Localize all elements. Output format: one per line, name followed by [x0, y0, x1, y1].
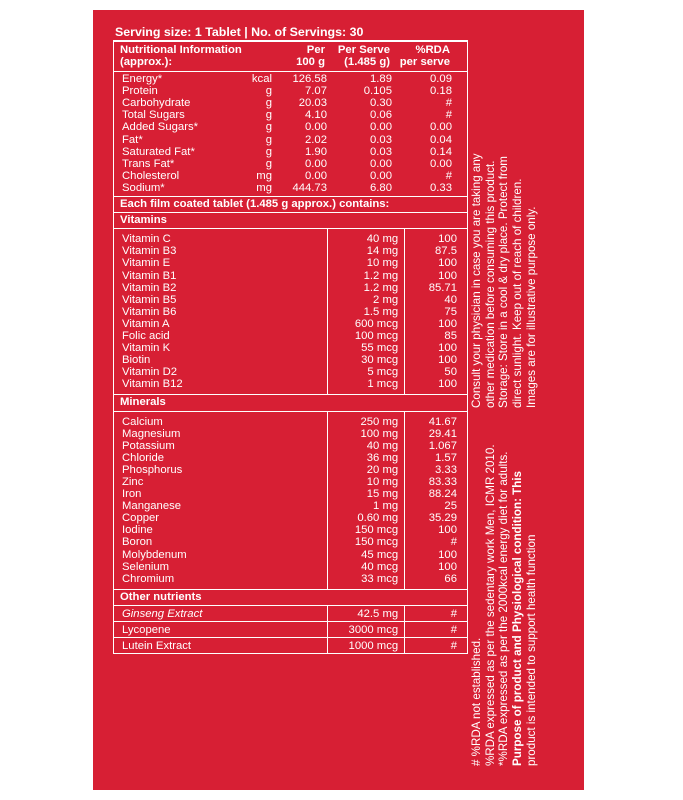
minerals-rda	[405, 412, 467, 589]
mineral-name: Magnesium	[122, 427, 181, 440]
mineral-name: Phosphorus	[122, 463, 183, 476]
vitamin-amount: 1.2 mg	[363, 269, 399, 282]
vitamins-names	[114, 229, 327, 394]
mineral-amount: 0.60 mg	[357, 512, 399, 525]
mineral-rda: #	[450, 536, 457, 549]
vitamin-amount: 55 mcg	[361, 342, 399, 355]
tablet-line: Each film coated tablet (1.485 g approx.) contains:	[114, 196, 467, 213]
mineral-rda: 1.57	[435, 451, 457, 464]
nutrition-table	[113, 41, 468, 654]
other-row: Lutein Extract 1000 mcg #	[122, 640, 457, 653]
header-rda-1: %RDA	[415, 44, 450, 57]
vitamin-rda: 100	[438, 257, 457, 270]
vitamins-title: Vitamins	[114, 213, 467, 229]
mineral-rda: 100	[438, 524, 457, 537]
mineral-name: Molybdenum	[122, 548, 187, 561]
header-serve-1: Per Serve	[337, 44, 390, 57]
mineral-name: Manganese	[122, 500, 182, 513]
other-row: Lycopene 3000 mcg #	[114, 622, 467, 638]
vitamin-amount: 5 mcg	[367, 366, 399, 379]
vitamin-name: Biotin	[122, 354, 151, 367]
vitamin-name: Vitamin B3	[122, 245, 177, 258]
mineral-name: Zinc	[122, 476, 144, 488]
footnote-line: product is intended to support health function	[524, 534, 538, 766]
header-per-2: 100 g	[296, 56, 325, 69]
advice-line: Consult your physician in case you are taking any	[470, 153, 483, 408]
mineral-amount: 40 mcg	[361, 560, 399, 573]
header-rda-2: per serve	[399, 56, 450, 69]
mineral-rda: 41.67	[428, 415, 457, 428]
vitamin-amount: 10 mg	[366, 257, 399, 270]
vitamins-amounts	[327, 229, 405, 394]
vitamin-name: Vitamin E	[122, 257, 171, 270]
mineral-name: Iron	[122, 488, 142, 501]
mineral-amount: 100 mg	[360, 427, 399, 440]
nutrition-row: Protein g 7.07 0.105 0.18	[122, 85, 452, 98]
footnote-line: %RDA expressed as per the sedentary work Men, ICMR 2010.	[483, 444, 497, 766]
mineral-name: Calcium	[122, 415, 163, 428]
mineral-amount: 40 mg	[366, 439, 399, 452]
vitamin-name: Vitamin D2	[122, 366, 178, 379]
vitamin-amount: 30 mcg	[361, 354, 399, 367]
nutrition-row: Energy* kcal 126.58 1.89 0.09	[122, 73, 452, 86]
footnote-line: *%RDA expressed as per the 2000kcal energy diet for adults.	[497, 451, 511, 766]
header-name-1: Nutritional Information	[120, 44, 242, 57]
vitamin-amount: 100 mcg	[354, 329, 399, 342]
vitamin-rda: 100	[438, 317, 457, 330]
mineral-rda: 25	[444, 500, 457, 513]
vitamin-name: Vitamin K	[122, 342, 171, 355]
advice-line: direct sunlight. Keep out of reach of children.	[511, 178, 525, 408]
advice-line: Storage: Store in a cool & dry place. Protect from	[497, 156, 511, 408]
nutrition-row: Carbohydrate g 20.03 0.30 #	[122, 97, 452, 110]
vitamin-amount: 1.5 mg	[363, 305, 399, 318]
vitamin-rda: 100	[438, 342, 457, 355]
minerals-list	[114, 412, 467, 589]
mineral-amount: 250 mg	[360, 415, 399, 428]
vitamin-rda: 40	[444, 293, 457, 306]
vitamin-name: Vitamin B2	[122, 281, 177, 294]
footnote-line: Purpose of product and Physiological condition: This	[511, 470, 525, 766]
mineral-amount: 15 mg	[366, 488, 399, 501]
nutrition-row: Added Sugars* g 0.00 0.00 0.00	[122, 121, 452, 134]
mineral-rda: 35.29	[428, 512, 457, 525]
mineral-name: Chloride	[122, 451, 165, 464]
mineral-amount: 150 mcg	[354, 524, 399, 537]
mineral-name: Iodine	[122, 524, 153, 537]
nutrition-row: Total Sugars g 4.10 0.06 #	[122, 109, 452, 122]
vitamin-name: Vitamin B6	[122, 305, 177, 318]
mineral-rda: 88.24	[428, 488, 457, 501]
vitamin-name: Folic acid	[122, 329, 170, 342]
mineral-amount: 33 mcg	[361, 572, 399, 585]
header-serve-2: (1.485 g)	[344, 56, 390, 69]
nutrition-header	[114, 42, 467, 72]
minerals-title: Minerals	[114, 394, 467, 411]
vitamin-amount: 1 mcg	[367, 378, 399, 391]
minerals-amounts	[327, 412, 405, 589]
vitamins-rda	[405, 229, 467, 394]
vitamin-rda: 50	[444, 366, 457, 379]
vitamin-name: Vitamin C	[122, 233, 171, 246]
mineral-rda: 100	[438, 548, 457, 561]
nutrition-row: Saturated Fat* g 1.90 0.03 0.14	[122, 145, 452, 158]
vitamin-rda: 75	[444, 305, 457, 318]
minerals-names	[114, 412, 327, 589]
vitamin-amount: 600 mcg	[354, 317, 399, 330]
nutrition-row: Sodium* mg 444.73 6.80 0.33	[122, 181, 452, 194]
other-row: Ginseng Extract 42.5 mg #	[114, 606, 467, 622]
other-list	[114, 606, 467, 653]
nutrition-rows	[114, 72, 467, 196]
serving-line: Serving size: 1 Tablet | No. of Servings: 30	[113, 26, 468, 41]
vitamin-name: Vitamin B12	[122, 378, 183, 391]
vitamin-amount: 40 mg	[366, 233, 399, 246]
advice-line: other medication before consuming this product.	[483, 160, 497, 408]
other-title: Other nutrients	[114, 589, 467, 606]
mineral-amount: 20 mg	[366, 463, 399, 476]
mineral-amount: 150 mcg	[354, 536, 399, 549]
header-name-2: (approx.):	[120, 56, 173, 69]
mineral-rda: 3.33	[435, 463, 457, 476]
vitamin-name: Vitamin A	[122, 317, 170, 330]
vitamin-amount: 1.2 mg	[363, 281, 399, 294]
nutrition-row: Trans Fat* g 0.00 0.00 0.00	[122, 157, 452, 170]
header-per-1: Per	[306, 44, 325, 57]
vitamins-list	[114, 229, 467, 394]
vitamin-amount: 14 mg	[366, 245, 399, 258]
nutrition-row: Cholesterol mg 0.00 0.00 #	[122, 169, 452, 182]
mineral-amount: 36 mg	[366, 451, 399, 464]
vitamin-rda: 100	[438, 378, 457, 391]
mineral-rda: 83.33	[428, 476, 457, 488]
vitamin-amount: 2 mg	[373, 293, 399, 306]
vitamin-rda: 85.71	[428, 281, 457, 294]
mineral-amount: 45 mcg	[361, 548, 399, 561]
mineral-name: Boron	[122, 536, 153, 549]
mineral-rda: 1.067	[428, 439, 457, 452]
nutrition-panel	[113, 26, 468, 766]
mineral-amount: 10 mg	[366, 476, 399, 488]
nutrition-row: Fat* g 2.02 0.03 0.04	[122, 133, 452, 146]
mineral-name: Potassium	[122, 439, 175, 452]
vitamin-name: Vitamin B5	[122, 293, 177, 306]
vitamin-rda: 100	[438, 233, 457, 246]
mineral-rda: 29.41	[428, 427, 457, 440]
mineral-amount: 1 mg	[373, 500, 399, 513]
vitamin-rda: 100	[438, 269, 457, 282]
vitamin-rda: 85	[444, 329, 457, 342]
mineral-name: Chromium	[122, 572, 175, 585]
footnote-line: # %RDA not established.	[470, 637, 483, 766]
mineral-rda: 66	[444, 572, 457, 585]
mineral-name: Copper	[122, 512, 160, 525]
advice-line: Images are for illustrative purpose only.	[524, 206, 538, 408]
vitamin-rda: 87.5	[435, 245, 457, 258]
advice-block	[470, 153, 539, 408]
vitamin-name: Vitamin B1	[122, 269, 177, 282]
vitamin-rda: 100	[438, 354, 457, 367]
mineral-name: Selenium	[122, 560, 170, 573]
mineral-rda: 100	[438, 560, 457, 573]
